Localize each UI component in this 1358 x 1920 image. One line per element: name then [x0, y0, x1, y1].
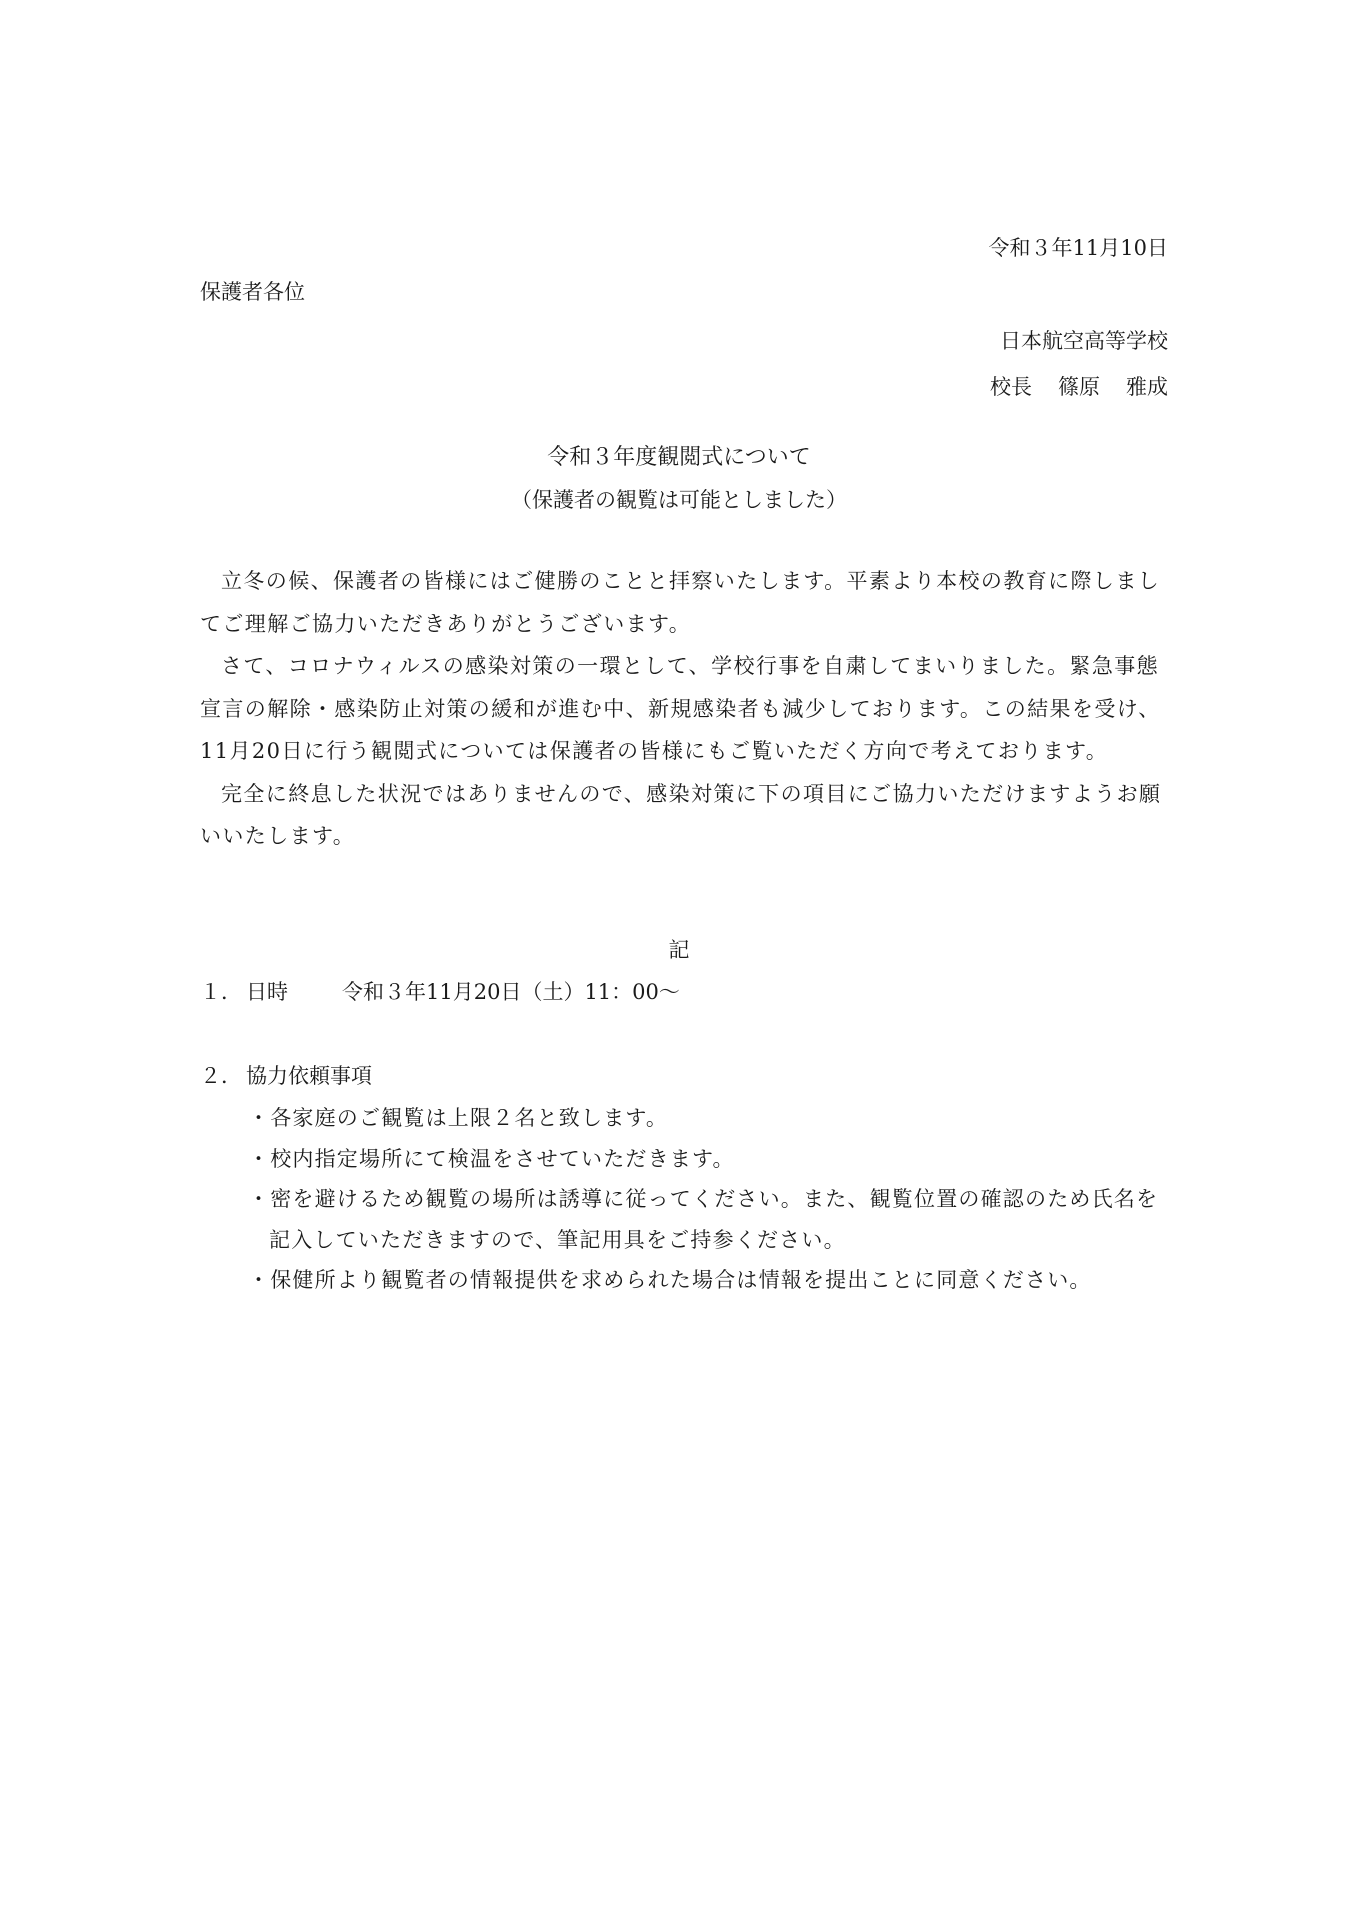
- item-cooperation: [200, 1060, 372, 1090]
- sender-block: [990, 318, 1168, 410]
- list-item: ・各家庭のご観覧は上限２名と致します。: [248, 1106, 669, 1130]
- request-list: [248, 1098, 1168, 1301]
- school-name: 日本航空高等学校: [1000, 329, 1168, 353]
- body-text: [200, 560, 1166, 858]
- principal-line: [990, 364, 1168, 410]
- principal-given-name: 雅成: [1126, 375, 1168, 399]
- list-item: ・校内指定場所にて検温をさせていただきます。: [248, 1146, 735, 1171]
- document-subtitle: （保護者の観覧は可能としました）: [511, 488, 847, 512]
- item-number: ２．: [200, 1064, 242, 1088]
- item-value: 令和３年11月20日（土）11：00～: [342, 980, 680, 1004]
- list-item: ・保健所より観覧者の情報提供を求められた場合は情報を提出ことに同意ください。: [248, 1268, 1092, 1292]
- item-label: 日時: [246, 980, 288, 1004]
- list-item: ・密を避けるため観覧の場所は誘導に従ってください。また、観覧位置の確認のため氏名を記入していただきますので、筆記用具をご持参ください。: [248, 1187, 1159, 1252]
- item-datetime: [200, 976, 680, 1006]
- greeting-paragraph: 立冬の候、保護者の皆様にはご健勝のことと拝察いたします。平素より本校の教育に際しましてご理解ご協力いただきありがとうございます。: [200, 569, 1161, 636]
- principal-surname: 篠原: [1058, 375, 1100, 399]
- item-number: １．: [200, 980, 242, 1004]
- ki-heading: 記: [668, 938, 690, 962]
- announcement-paragraph: さて、コロナウィルスの感染対策の一環として、学校行事を自粛してまいりました。緊急事態宣言の解除・感染防止対策の緩和が進む中、新規感染者も減少しております。この結果を受け、11月20日に行う観閲式については保護者の皆様にもご覧いただく方向で考えております。: [200, 654, 1161, 763]
- item-label: 協力依頼事項: [246, 1064, 372, 1088]
- principal-title: 校長: [990, 375, 1032, 399]
- document-date: 令和３年11月10日: [988, 236, 1168, 260]
- request-paragraph: 完全に終息した状況ではありませんので、感染対策に下の項目にご協力いただけますようお願いいたします。: [200, 781, 1162, 848]
- addressee: 保護者各位: [200, 280, 305, 304]
- document-title: 令和３年度観閲式について: [547, 445, 811, 470]
